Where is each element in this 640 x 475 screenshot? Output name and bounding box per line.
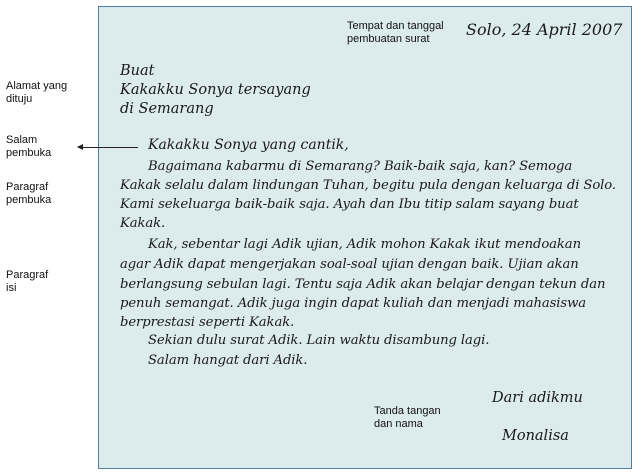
body-line: Kakak selalu dalam lindungan Tuhan, begitu pula dengan keluarga di Solo. xyxy=(120,178,616,193)
label-line: Paragraf xyxy=(6,181,49,193)
label-line: pembuatan surat xyxy=(347,33,430,45)
letter-salutation: Kakakku Sonya yang cantik, xyxy=(148,137,349,153)
body-line: Bagaimana kabarmu di Semarang? Baik-baik saja, kan? Semoga xyxy=(148,159,573,174)
address-line: Buat xyxy=(120,63,155,79)
label-paragraf-isi xyxy=(6,269,48,295)
label-tanda-tangan xyxy=(374,405,441,431)
address-line: Kakakku Sonya tersayang xyxy=(120,82,311,98)
label-line: Paragraf xyxy=(6,269,49,281)
label-paragraf-pembuka xyxy=(6,181,51,207)
label-tempat-tanggal xyxy=(347,20,444,46)
letter-closing: Dari adikmu xyxy=(492,390,583,406)
body-line: berprestasi seperti Kakak. xyxy=(120,315,295,330)
body-line: Kak, sebentar lagi Adik ujian, Adik mohon Kakak ikut mendoakan xyxy=(148,237,581,252)
label-line: Tempat dan tanggal xyxy=(347,20,444,32)
body-line: Sekian dulu surat Adik. Lain waktu disambung lagi. xyxy=(148,333,490,348)
body-line: Kakak. xyxy=(120,216,166,231)
label-line: dan nama xyxy=(374,418,423,430)
letter-address xyxy=(120,62,311,119)
label-salam-pembuka xyxy=(6,134,51,160)
body-line: agar Adik dapat mengerjakan soal-soal ujian dengan baik. Ujian akan xyxy=(120,257,579,272)
body-line: penuh semangat. Adik juga ingin dapat kuliah dan menjadi mahasiswa xyxy=(120,296,587,311)
label-line: Alamat yang xyxy=(6,80,68,92)
letter-signature-name: Monalisa xyxy=(502,428,569,444)
letter-date: Solo, 24 April 2007 xyxy=(466,20,623,39)
arrow-left-icon xyxy=(78,147,138,148)
body-line: Kami sekeluarga baik-baik saja. Ayah dan Ibu titip salam sayang buat xyxy=(120,197,579,212)
label-alamat-yang-dituju xyxy=(6,80,67,106)
label-line: dituju xyxy=(6,93,33,105)
label-line: isi xyxy=(6,282,17,294)
address-line: di Semarang xyxy=(120,101,214,117)
label-line: pembuka xyxy=(6,194,52,206)
body-line: berlangsung sebulan lagi. Tentu saja Adik akan belajar dengan tekun dan xyxy=(120,277,606,292)
label-line: pembuka xyxy=(6,147,52,159)
label-line: Salam xyxy=(6,134,38,146)
body-line: Salam hangat dari Adik. xyxy=(148,353,308,368)
label-line: Tanda tangan xyxy=(374,405,441,417)
